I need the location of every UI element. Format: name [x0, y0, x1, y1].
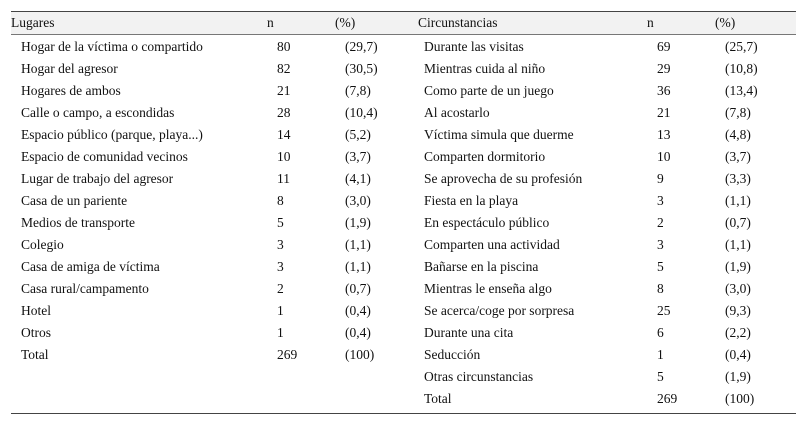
circunstancia-cell: Víctima simula que duerme: [424, 127, 574, 142]
n-left-cell: 3: [277, 259, 284, 274]
lugar-cell: Total: [21, 347, 49, 362]
pct-right-cell: (10,8): [725, 61, 758, 76]
circunstancia-cell: Durante una cita: [424, 325, 514, 340]
header-n-left: n: [267, 15, 274, 30]
pct-left-cell: (5,2): [345, 127, 371, 142]
table-row: [11, 80, 796, 102]
circunstancia-cell: En espectáculo público: [424, 215, 550, 230]
pct-right-cell: (3,3): [725, 171, 751, 186]
n-right-cell: 3: [657, 193, 664, 208]
table-row: [11, 234, 796, 256]
pct-right-cell: (3,7): [725, 149, 751, 164]
header-n-right: n: [647, 15, 654, 30]
table-row: [11, 36, 796, 58]
header-pct-left: (%): [335, 15, 356, 30]
pct-right-cell: (0,7): [725, 215, 751, 230]
n-right-cell: 269: [657, 391, 678, 406]
pct-right-cell: (1,9): [725, 369, 751, 384]
circunstancia-cell: Bañarse en la piscina: [424, 259, 539, 274]
n-right-cell: 1: [657, 347, 664, 362]
n-right-cell: 5: [657, 259, 664, 274]
n-right-cell: 8: [657, 281, 664, 296]
table-body: [11, 35, 796, 413]
circunstancia-cell: Se aprovecha de su profesión: [424, 171, 583, 186]
table-row: [11, 344, 796, 366]
lugar-cell: Hogar de la víctima o compartido: [21, 39, 203, 54]
n-left-cell: 28: [277, 105, 291, 120]
pct-left-cell: (0,4): [345, 325, 371, 340]
pct-left-cell: (30,5): [345, 61, 378, 76]
lugar-cell: Medios de transporte: [21, 215, 135, 230]
n-left-cell: 269: [277, 347, 298, 362]
n-right-cell: 10: [657, 149, 671, 164]
n-left-cell: 11: [277, 171, 290, 186]
n-left-cell: 3: [277, 237, 284, 252]
header-pct-right: (%): [715, 15, 736, 30]
lugar-cell: [11, 388, 267, 410]
lugar-cell: Hotel: [21, 303, 51, 318]
n-right-cell: 25: [657, 303, 671, 318]
n-left-cell: 21: [277, 83, 291, 98]
n-right-cell: 9: [657, 171, 664, 186]
n-right-cell: 6: [657, 325, 664, 340]
lugar-cell: Casa de un pariente: [21, 193, 128, 208]
circunstancia-cell: Mientras le enseña algo: [424, 281, 552, 296]
table-row: [11, 278, 796, 300]
lugar-cell: Casa de amiga de víctima: [21, 259, 160, 274]
data-table: [11, 11, 796, 414]
table-row: [11, 212, 796, 234]
lugar-cell: Colegio: [21, 237, 64, 252]
lugar-cell: Espacio público (parque, playa...): [21, 127, 203, 142]
circunstancia-cell: Mientras cuida al niño: [424, 61, 546, 76]
circunstancia-cell: Comparten una actividad: [424, 237, 560, 252]
n-left-cell: 14: [277, 127, 291, 142]
table-row: [11, 102, 796, 124]
lugar-cell: Hogar del agresor: [21, 61, 118, 76]
n-right-cell: 13: [657, 127, 671, 142]
circunstancia-cell: Durante las visitas: [424, 39, 524, 54]
lugar-cell: Casa rural/campamento: [21, 281, 149, 296]
lugar-cell: Otros: [21, 325, 51, 340]
lugar-cell: [11, 366, 267, 388]
pct-right-cell: (0,4): [725, 347, 751, 362]
lugar-cell: Espacio de comunidad vecinos: [21, 149, 188, 164]
table-row: [11, 322, 796, 344]
circunstancia-cell: Total: [424, 391, 452, 406]
n-left-cell: 80: [277, 39, 291, 54]
pct-right-cell: (13,4): [725, 83, 758, 98]
n-left-cell: 8: [277, 193, 284, 208]
pct-right-cell: (7,8): [725, 105, 751, 120]
table-row: [11, 58, 796, 80]
pct-right-cell: (4,8): [725, 127, 751, 142]
pct-right-cell: (3,0): [725, 281, 751, 296]
circunstancia-cell: Otras circunstancias: [424, 369, 534, 384]
table-row: [11, 366, 796, 388]
circunstancia-cell: Comparten dormitorio: [424, 149, 546, 164]
n-left-cell: 82: [277, 61, 291, 76]
n-right-cell: 5: [657, 369, 664, 384]
lugar-cell: Hogares de ambos: [21, 83, 121, 98]
table-header: [11, 12, 796, 35]
n-left-cell: 5: [277, 215, 284, 230]
table-row: [11, 124, 796, 146]
header-lugares: Lugares: [11, 15, 55, 30]
circunstancia-cell: Como parte de un juego: [424, 83, 554, 98]
pct-left-cell: (3,0): [345, 193, 371, 208]
circunstancia-cell: Al acostarlo: [424, 105, 490, 120]
circunstancia-cell: Fiesta en la playa: [424, 193, 519, 208]
table-row: [11, 388, 796, 410]
n-left-cell: 1: [277, 325, 284, 340]
pct-left-cell: (100): [345, 347, 375, 362]
table-row: [11, 256, 796, 278]
n-left-cell: 10: [277, 149, 291, 164]
pct-right-cell: (25,7): [725, 39, 758, 54]
pct-right-cell: (9,3): [725, 303, 751, 318]
pct-left-cell: (7,8): [345, 83, 371, 98]
pct-left-cell: (4,1): [345, 171, 371, 186]
n-left-cell: 1: [277, 303, 284, 318]
pct-right-cell: (1,9): [725, 259, 751, 274]
pct-left-cell: [335, 366, 409, 388]
circunstancia-cell: Seducción: [424, 347, 481, 362]
n-right-cell: 36: [657, 83, 671, 98]
pct-left-cell: (0,4): [345, 303, 371, 318]
n-right-cell: 3: [657, 237, 664, 252]
pct-left-cell: (1,1): [345, 237, 371, 252]
table-row: [11, 146, 796, 168]
table-row: [11, 190, 796, 212]
pct-left-cell: (10,4): [345, 105, 378, 120]
pct-left-cell: (29,7): [345, 39, 378, 54]
table-row: [11, 300, 796, 322]
pct-right-cell: (2,2): [725, 325, 751, 340]
n-right-cell: 29: [657, 61, 671, 76]
n-left-cell: 2: [277, 281, 284, 296]
n-left-cell: [267, 366, 335, 388]
pct-left-cell: (0,7): [345, 281, 371, 296]
n-right-cell: 69: [657, 39, 671, 54]
header-circunstancias: Circunstancias: [418, 15, 498, 30]
pct-left-cell: (1,9): [345, 215, 371, 230]
pct-right-cell: (1,1): [725, 237, 751, 252]
pct-right-cell: (1,1): [725, 193, 751, 208]
n-right-cell: 2: [657, 215, 664, 230]
lugar-cell: Lugar de trabajo del agresor: [21, 171, 174, 186]
n-right-cell: 21: [657, 105, 671, 120]
pct-left-cell: (3,7): [345, 149, 371, 164]
pct-left-cell: [335, 388, 409, 410]
n-left-cell: [267, 388, 335, 410]
circunstancia-cell: Se acerca/coge por sorpresa: [424, 303, 575, 318]
pct-right-cell: (100): [725, 391, 755, 406]
table-row: [11, 168, 796, 190]
lugar-cell: Calle o campo, a escondidas: [21, 105, 175, 120]
pct-left-cell: (1,1): [345, 259, 371, 274]
